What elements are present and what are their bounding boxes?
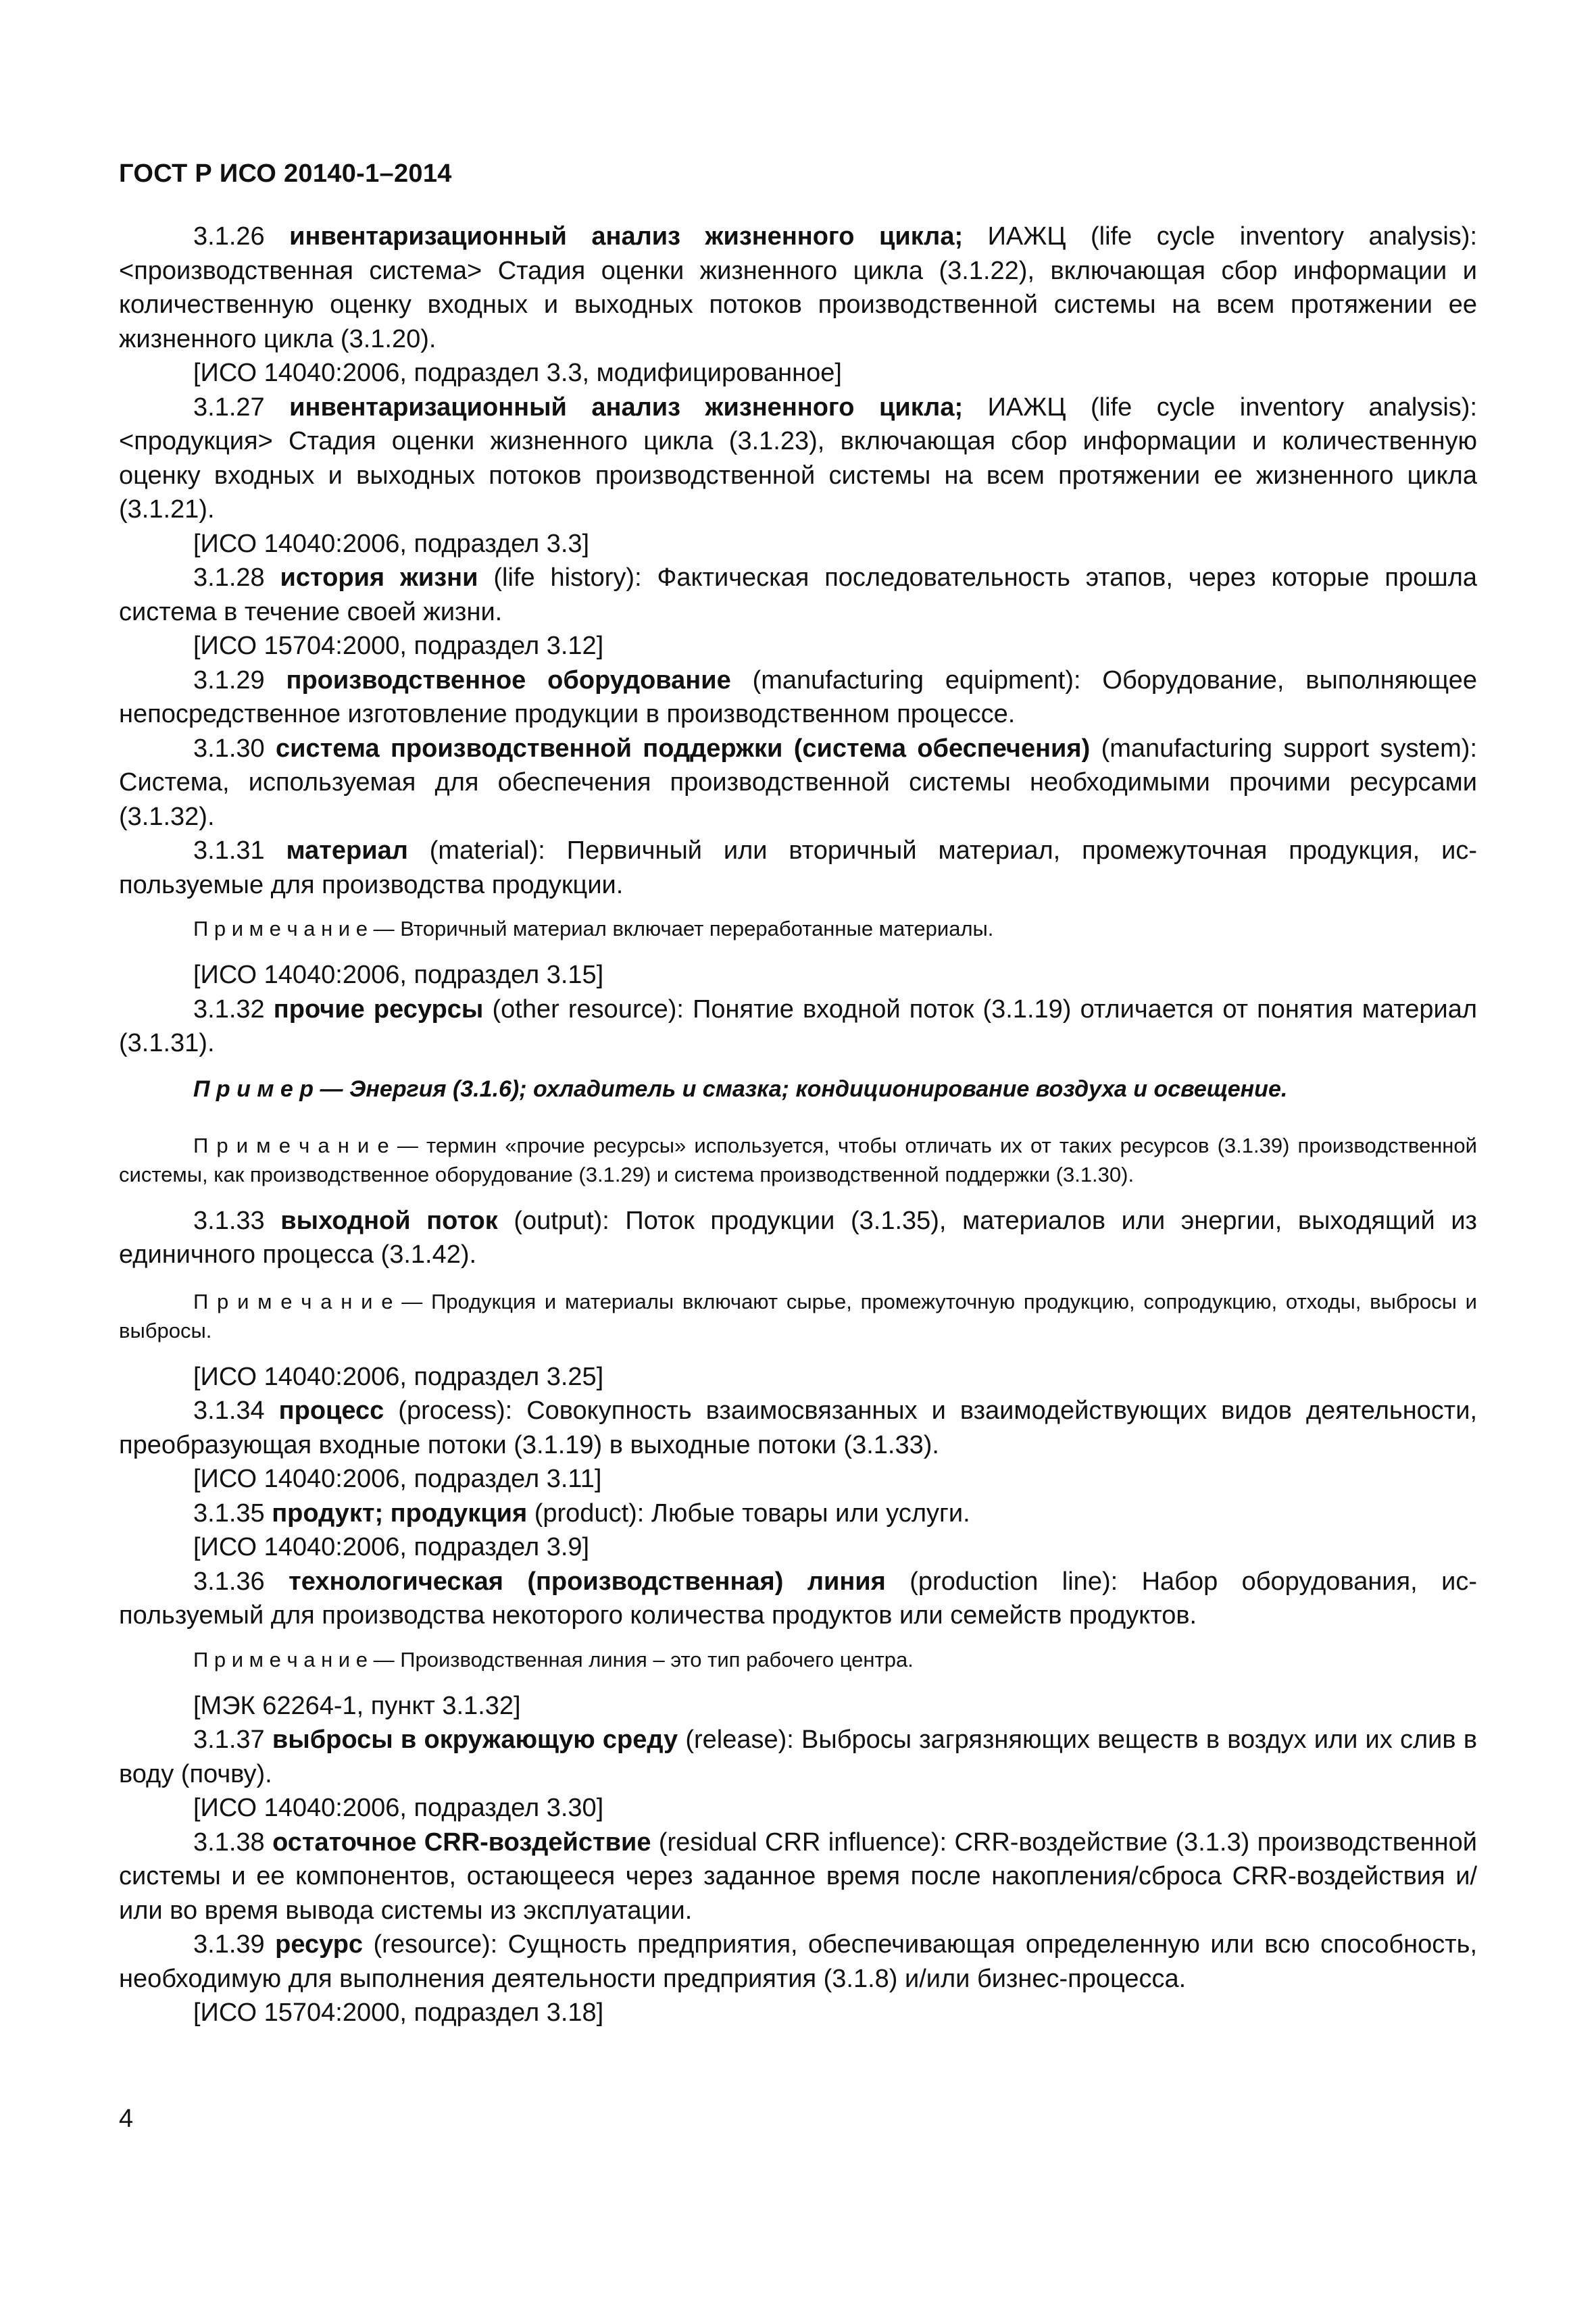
source-reference: [ИСО 14040:2006, подраздел 3.3, модифицированное] [193,359,842,387]
note: П р и м е ч а н и е — Продукция и материалы включают сырье, промежуточную продукцию, сопродукцию, отходы, выбросы и выбросы. [119,1289,1477,1342]
term-entry-3-1-31: 3.1.31 материал (material): Первичный или вторичный материал, промежуточная продукция, используемые для производства продукции. [119,836,1477,899]
page-header: ГОСТ Р ИСО 20140-1–2014 [119,159,452,188]
term-entry-3-1-34: 3.1.34 процесс (process): Совокупность взаимосвязанных и взаимодействующих видов деятельности, преобразующая входные потоки (3.1.19) в выходные потоки (3.1.33). [119,1397,1477,1459]
term-title: продукт; продукция [272,1499,528,1528]
note: П р и м е ч а н и е — Вторичный материал включает переработанные материалы. [193,917,994,940]
term-entry-3-1-37: 3.1.37 выбросы в окружающую среду (release): Выбросы загрязняющих веществ в воздух или их слив в воду (почву). [119,1726,1478,1788]
note: П р и м е ч а н и е — термин «прочие ресурсы» используется, чтобы отличать их от таких ресурсов (3.1.39) производственной системы, как производственное оборудование (3.1.29) и система производственной поддержки (3.1.30). [119,1133,1477,1186]
term-title: ресурс [275,1930,364,1959]
source-reference: [МЭК 62264-1, пункт 3.1.32] [193,1691,521,1720]
term-entry-3-1-38: 3.1.38 остаточное CRR-воздействие (residual CRR influence): CRR-воздействие (3.1.3) производственной системы и ее компонентов, остающееся через заданное время после накопления/сброса CRR-воздействия и/или во время вывода системы из эксплуатации. [119,1828,1477,1925]
example: П р и м е р — Энергия (3.1.6); охладитель и смазка; кондиционирование воздуха и освещение. [193,1076,1288,1102]
source-reference: [ИСО 14040:2006, подраздел 3.9] [193,1533,590,1561]
page-number: 4 [119,2105,134,2133]
source-reference: [ИСО 14040:2006, подраздел 3.25] [193,1362,604,1391]
term-title: история жизни [280,563,478,592]
term-entry-3-1-28: 3.1.28 история жизни (life history): Фактическая последовательность этапов, через которые прошла система в течение своей жизни. [119,563,1477,626]
term-entry-3-1-36: 3.1.36 технологическая (производственная) линия (production line): Набор оборудования, используемый для производства некоторого количества продуктов или семейств продуктов. [119,1567,1477,1630]
document-body [119,220,1477,2030]
term-title: инвентаризационный анализ жизненного цикла; [289,222,964,251]
source-reference: [ИСО 14040:2006, подраздел 3.30] [193,1794,604,1822]
term-entry-3-1-30: 3.1.30 система производственной поддержки (система обеспечения) (manufacturing support system): Система, используемая для обеспечения производственной системы необходимыми прочими ресурсами (3.1.32). [119,734,1478,831]
term-title: производственное оборудование [286,665,731,695]
term-entry-3-1-33: 3.1.33 выходной поток (output): Поток продукции (3.1.35), материалов или энергии, выходящий из единичного процесса (3.1.42). [119,1206,1477,1269]
source-reference: [ИСО 14040:2006, подраздел 3.11] [193,1465,602,1493]
source-reference: [ИСО 14040:2006, подраздел 3.15] [193,961,604,989]
term-title: система производственной поддержки (система обеспечения) [276,734,1091,763]
term-entry-3-1-26: 3.1.26 инвентаризационный анализ жизненного цикла; ИАЖЦ (life cycle inventory analysis): <производственная система> Стадия оценки жизненного цикла (3.1.22), включающая сбор информации и количественную оценку входных и выходных потоков производственной системы на всем протяжении ее жизненного цикла (3.1.20). [119,222,1477,353]
term-entry-3-1-35: 3.1.35 продукт; продукция (product): Любые товары или услуги. [193,1499,970,1528]
term-title: прочие ресурсы [273,995,484,1024]
source-reference: [ИСО 14040:2006, подраздел 3.3] [193,529,590,558]
source-reference: [ИСО 15704:2000, подраздел 3.18] [193,1998,604,2027]
term-title: выходной поток [280,1206,498,1235]
term-title: материал [286,836,408,865]
term-title: выбросы в окружающую среду [272,1726,678,1754]
term-entry-3-1-29: 3.1.29 производственное оборудование (manufacturing equipment): Оборудование, выполняющее непосредственное изготовление продукции в производственном процессе. [119,665,1477,728]
term-title: процесс [278,1397,384,1425]
source-reference: [ИСО 15704:2000, подраздел 3.12] [193,632,604,660]
term-entry-3-1-39: 3.1.39 ресурс (resource): Сущность предприятия, обеспечивающая определенную или всю способность, необходимую для выполнения деятельности предприятия (3.1.8) и/или бизнес-процесса. [119,1930,1477,1993]
note: П р и м е ч а н и е — Производственная линия – это тип рабочего центра. [193,1647,914,1671]
term-title: инвентаризационный анализ жизненного цикла; [289,393,964,422]
term-entry-3-1-32: 3.1.32 прочие ресурсы (other resource): Понятие входной поток (3.1.19) отличается от понятия материал (3.1.31). [119,995,1477,1057]
term-title: технологическая (производственная) линия [289,1567,886,1596]
term-entry-3-1-27: 3.1.27 инвентаризационный анализ жизненного цикла; ИАЖЦ (life cycle inventory analysis): <продукция> Стадия оценки жизненного цикла (3.1.23), включающая сбор информации и количественную оценку входных и выходных потоков производственной системы на всем протяжении ее жизненного цикла (3.1.21). [119,393,1477,524]
term-title: остаточное CRR-воздействие [272,1828,651,1857]
